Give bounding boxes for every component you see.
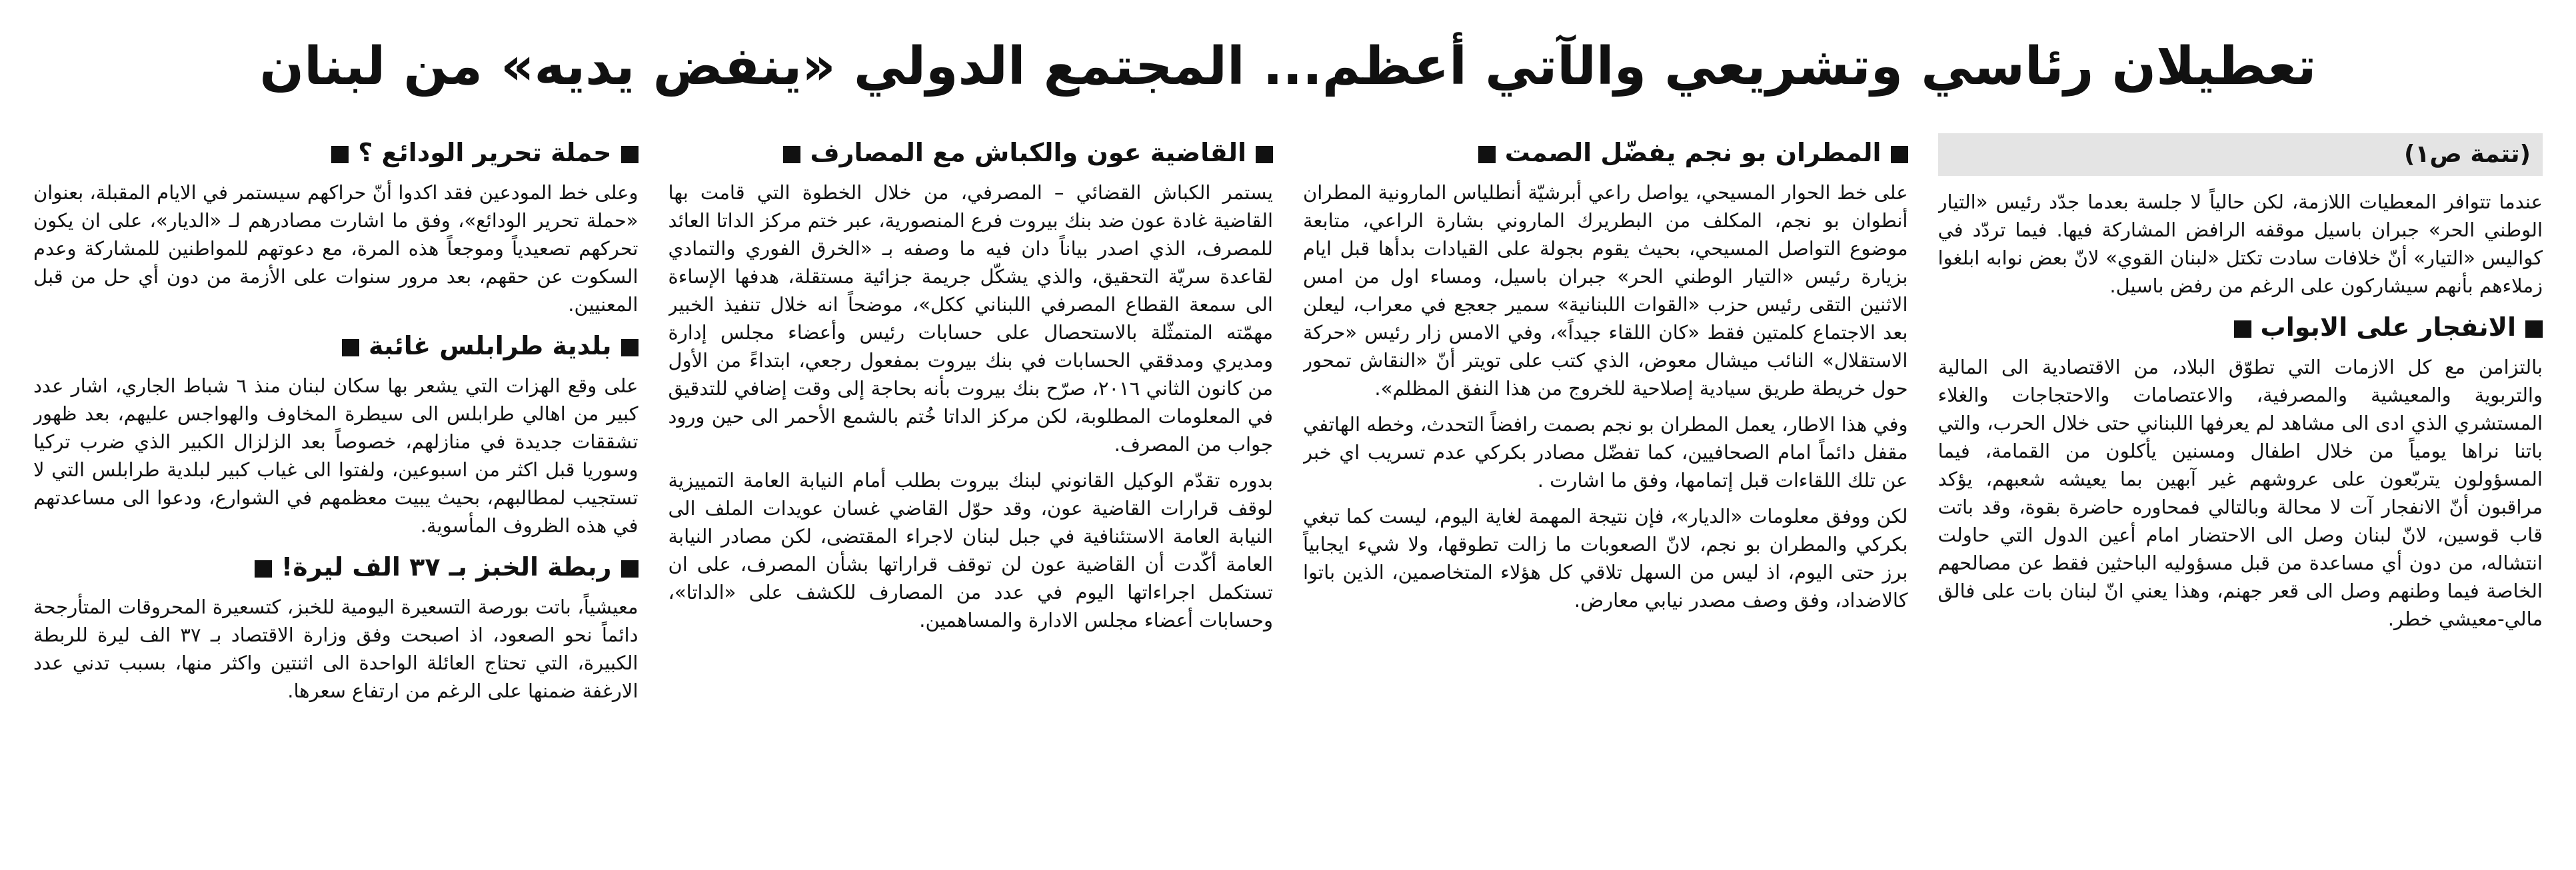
continued-label: (تتمة ص١) — [1938, 133, 2543, 176]
section-title: القاضية عون والكباش مع المصارف — [810, 138, 1246, 167]
paragraph: يستمر الكباش القضائي – المصرفي، من خلال الخطوة التي قامت بها القاضية غادة عون ضد بنك بيروت فرع المنصورية، عبر ختم مركز الداتا العائد للمصرف، الذي اصدر بياناً دان فيه ما وصفه بـ «الخرق الفوري والتمادي لقاعدة سريّة التحقيق، والذي يشكّل جريمة جزائية مستقلة، هدفها الإساءة الى سمعة القطاع المصرفي اللبناني ككل»، موضحاً انه خلال تنفيذ الخبير مهمّته المتمثّلة بالاستحصال على حسابات رئيس وأعضاء مجلس إدارة ومديري ومدققي الحسابات في بنك بيروت بمفعول رجعي، ابتداءً من الأول من كانون الثاني ٢٠١٦، صرّح بنك بيروت بأنه بحاجة إلى وقت إضافي للتدقيق في المعلومات المطلوبة، لكن مركز الداتا خُتم بالشمع الأحمر الى حين ورود جواب من المصرف. — [668, 181, 1273, 456]
square-bullet-icon — [342, 339, 359, 356]
section-title: الانفجار على الابواب — [2260, 312, 2516, 342]
paragraph: وفي هذا الاطار، يعمل المطران بو نجم بصمت رافضاً التحدث، وخطه الهاتفي مقفل دائماً امام الصحافيين، كما تفضّل مصادر بكركي عدم تسريب اي خبر عن تلك اللقاءات قبل إتمامها، وفق ما اشارت . — [1303, 413, 1908, 492]
square-bullet-icon — [255, 560, 272, 578]
paragraph: عندما تتوافر المعطيات اللازمة، لكن حالياً لا جلسة بعدما جدّد رئيس «التيار الوطني الحر» جبران باسيل موقفه الرافض المشاركة فيها. فيما تردّد في كواليس «التيار» أنّ خلافات سادت تكتل «لبنان القوي» لانّ بعض نوابه ابلغوا زملاءهم بأنهم سيشاركون على الرغم من رفض باسيل. — [1937, 191, 2543, 297]
section-title: حملة تحرير الودائع ؟ — [358, 138, 612, 167]
square-bullet-icon — [783, 146, 800, 163]
column-1 — [1938, 133, 2543, 859]
square-bullet-icon — [1478, 146, 1496, 163]
paragraph: وعلى خط المودعين فقد اكدوا أنّ حراكهم سيستمر في الايام المقبلة، بعنوان «حملة تحرير الودائع»، وفق ما اشارت مصادرهم لـ «الديار»، على ان يكون تحركهم تصعيدياً وموجعاً هذه المرة، مع دعوتهم للمواطنين للمشاركة وعدم السكوت عن حقهم، بعد مرور سنوات على الأزمة من دون أي حل من قبل المعنيين. — [33, 181, 639, 316]
column-3 — [668, 133, 1274, 859]
section-heading — [33, 548, 639, 586]
paragraph: على خط الحوار المسيحي، يواصل راعي أبرشيّة أنطلياس المارونية المطران أنطوان بو نجم، المكلف من البطريرك الماروني بشارة الراعي، متابعة موضوع التواصل المسيحي، بحيث يقوم بجولة على القيادات بدأها قبل ايام بزيارة رئيس «التيار الوطني الحر» جبران باسيل، ومساء اول من امس الاثنين التقى رئيس حزب «القوات اللبنانية» سمير جعجع في معراب، ليعلن بعد الاجتماع كلمتين فقط «كان اللقاء جيداً»، وفي الامس زار رئيس «حركة الاستقلال» النائب ميشال معوض، الذي كتب على تويتر أنّ «النقاش تمحور حول خريطة طريق سيادية إصلاحية للخروج من هذا النفق المظلم». — [1303, 181, 1908, 400]
square-bullet-icon — [1256, 146, 1273, 163]
section-heading — [668, 133, 1274, 172]
paragraph: على وقع الهزات التي يشعر بها سكان لبنان منذ ٦ شباط الجاري، اشار عدد كبير من اهالي طرابلس الى سيطرة المخاوف والهواجس عليهم، بعد ظهور تشققات جديدة في منازلهم، خصوصاً بعد الزلزال الكبير الذي ضرب تركيا وسوريا قبل اكثر من اسبوعين، ولفتوا الى غياب كبير لبلدية طرابلس التي لا تستجيب لمطالبهم، بحيث يبيت معظمهم في الشوارع، ودعوا الى مساعدتهم في هذه الظروف المأسوية. — [33, 374, 639, 537]
paragraph: بدوره تقدّم الوكيل القانوني لبنك بيروت بطلب أمام النيابة العامة التمييزية لوقف قرارات القاضية عون، وقد حوّل القاضي غسان عويدات الملف الى النيابة العامة الاستئنافية في جبل لبنان لاجراء المقتضى، لكن مصادر النيابة العامة أكّدت أن القاضية عون لن توقف قراراتها بشأن المصرف، على ان تستكمل اجراءاتها اليوم في عدد من المصارف للكشف على «الداتا»، وحسابات أعضاء مجلس الادارة والمساهمين. — [668, 469, 1273, 632]
paragraph: معيشياً، باتت بورصة التسعيرة اليومية للخبز، كتسعيرة المحروقات المتأرجحة دائماً نحو الصعود، اذ اصبحت وفق وزارة الاقتصاد بـ ٣٧ الف ليرة للربطة الكبيرة، التي تحتاج العائلة الواحدة الى اثنتين واكثر منها، بسبب تدني عدد الارغفة ضمنها على الرغم من ارتفاع سعرها. — [33, 596, 639, 702]
square-bullet-icon — [2234, 320, 2251, 338]
section-title: المطران بو نجم يفضّل الصمت — [1504, 138, 1882, 167]
article-columns — [33, 133, 2543, 859]
square-bullet-icon — [621, 560, 639, 578]
paragraph: بالتزامن مع كل الازمات التي تطوّق البلاد، من الاقتصادية الى المالية والتربوية والمعيشية والمصرفية، والاعتصامات والاحتجاجات والغلاء المستشري الذي ادى الى مشاهد لم يعرفها اللبناني حتى خلال الحرب، والتي باتنا نراها يومياً من خلال اطفال ومسنين يأكلون من القمامة، فيما المسؤولون يتربّعون على عروشهم غير آبهين بما يعيشه شعبهم، يؤكد مراقبون أنّ الانفجار آت لا محالة وبالتالي فمحاوره حاضرة بقوة، وقد باتت قاب قوسين، لانّ لبنان وصل الى الاحتضار امام أعين الدول التي حاولت انتشاله، من دون أي مساعدة من قبل مسؤوليه الباحثين فقط عن مصالحهم الخاصة فيما وطنهم وصل الى قعر جهنم، وهذا يعني انّ لبنان بات على فالق مالي-معيشي خطر. — [1937, 356, 2543, 630]
square-bullet-icon — [621, 146, 639, 163]
section-heading — [1938, 308, 2543, 346]
paragraph: لكن ووفق معلومات «الديار»، فإن نتيجة المهمة لغاية اليوم، ليست كما تبغي بكركي والمطران بو نجم، لانّ الصعوبات ما زالت تطوقها، ولا شيء ايجابياً برز حتى اليوم، اذ ليس من السهل تلاقي كل هؤلاء المتخاصمين، الذين باتوا كالاضداد، وفق وصف مصدر نيابي معارض. — [1303, 505, 1908, 612]
square-bullet-icon — [621, 339, 639, 356]
column-2 — [1303, 133, 1908, 859]
column-4 — [33, 133, 639, 859]
section-heading — [33, 133, 639, 172]
headline: تعطيلان رئاسي وتشريعي والآتي أعظم... المجتمع الدولي «ينفض يديه» من لبنان — [259, 37, 2317, 97]
section-heading — [33, 326, 639, 365]
square-bullet-icon — [2525, 320, 2543, 338]
square-bullet-icon — [1891, 146, 1908, 163]
square-bullet-icon — [331, 146, 349, 163]
section-heading — [1303, 133, 1908, 172]
section-title: بلدية طرابلس غائبة — [368, 331, 612, 360]
section-title: ربطة الخبز بـ ٣٧ الف ليرة! — [281, 552, 612, 582]
